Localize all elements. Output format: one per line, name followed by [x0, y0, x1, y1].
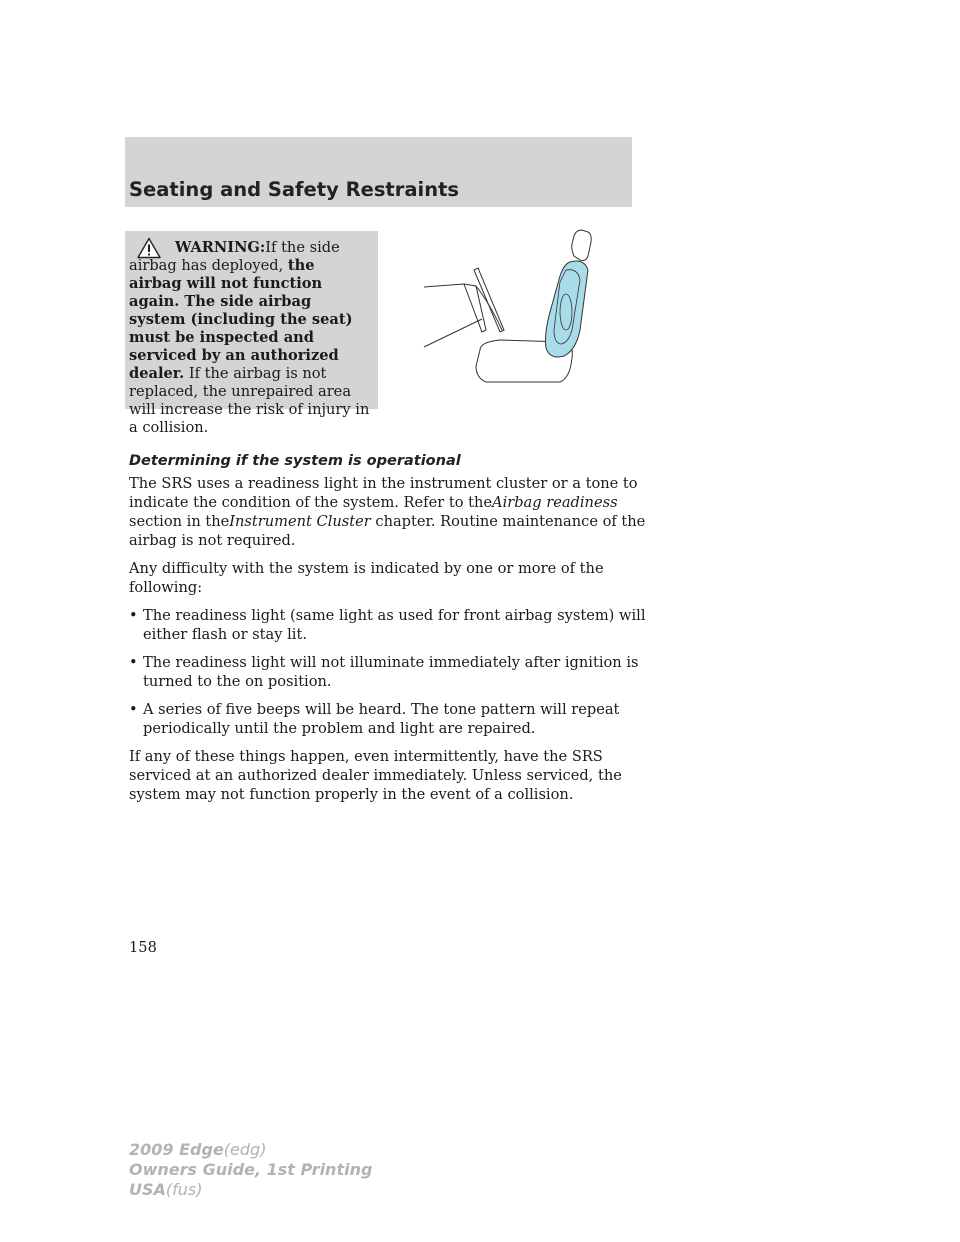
footer-line-2: Owners Guide, 1st Printing	[129, 1160, 373, 1179]
warning-lead: If the side airbag has deployed,	[129, 239, 340, 274]
side-airbag-seat-illustration	[420, 226, 602, 386]
instrument-cluster-ref: Instrument Cluster	[229, 513, 371, 530]
paragraph-readiness: The SRS uses a readiness light in the instrument cluster or a tone to indicate the condition of the system. Refer to theAirbag readiness section in theInstrument Cluster chapter. Routine maintenance of the airbag is not required.	[129, 475, 646, 549]
symptom-list	[129, 606, 649, 738]
warning-label: WARNING:	[175, 239, 266, 256]
warning-bold-text: the airbag will not function again. The side airbag system (including the seat) must be inspected and serviced by an authorized dealer.	[129, 257, 353, 382]
list-item: • A series of five beeps will be heard. The tone pattern will repeat periodically until the problem and light are repaired.	[129, 701, 620, 737]
footer	[129, 1140, 372, 1200]
list-item: • The readiness light will not illuminate immediately after ignition is turned to the on position.	[129, 654, 639, 690]
paragraph-service: If any of these things happen, even intermittently, have the SRS serviced at an authorized dealer immediately. Unless serviced, the system may not function properly in the event of a collision.	[129, 748, 622, 803]
page-title: Seating and Safety Restraints	[129, 178, 460, 201]
warning-triangle-icon	[137, 237, 161, 259]
footer-line-1: 2009 Edge(edg)	[129, 1140, 267, 1159]
body-text	[129, 474, 649, 813]
section-heading: Determining if the system is operational	[129, 453, 461, 469]
warning-box	[125, 231, 378, 436]
paragraph-difficulty: Any difficulty with the system is indicated by one or more of the following:	[129, 560, 604, 596]
footer-line-3: USA(fus)	[129, 1180, 203, 1199]
list-item: • The readiness light (same light as used for front airbag system) will either flash or stay lit.	[129, 607, 646, 643]
airbag-readiness-ref: Airbag readiness	[492, 494, 618, 511]
warning-rest: If the airbag is not replaced, the unrepaired area will increase the risk of injury in a collision.	[129, 365, 370, 436]
warning-text	[129, 239, 372, 437]
page-number: 158	[129, 939, 157, 956]
